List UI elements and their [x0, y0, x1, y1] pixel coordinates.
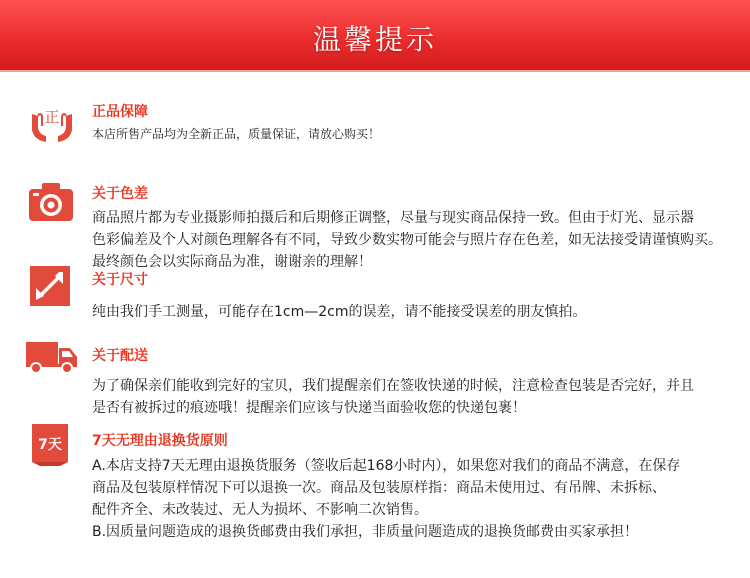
page-title: 温馨提示 [312, 23, 437, 56]
color-line-2: 色彩偏差及个人对颜色理解各有不同，导致少数实物可能会与照片存在色差，如无法接受请谨慎购买。 [92, 232, 722, 248]
genuine-title: 正品保障 [92, 104, 148, 120]
delivery-title: 关于配送 [92, 348, 148, 364]
returns-line-3: 配件齐全、未改装过、无人为损坏、不影响二次销售。 [92, 502, 428, 518]
returns-title: 7天无理由退换货原则 [92, 433, 228, 449]
color-line-1: 商品照片都为专业摄影师拍摄后和后期修正调整，尽量与现实商品保持一致。但由于灯光、显示器 [92, 210, 694, 226]
color-title: 关于色差 [92, 186, 148, 202]
returns-line-1: A.本店支持7天无理由退换货服务（签收后起168小时内），如果您对我们的商品不满意，在保存 [92, 458, 681, 474]
delivery-line-1: 为了确保亲们能收到完好的宝贝，我们提醒亲们在签收快递的时候，注意检查包装是否完好，并且 [92, 378, 694, 394]
camera-icon [28, 182, 74, 222]
genuine-icon-text: 正 [44, 108, 60, 126]
seven-day-return-icon [32, 424, 68, 466]
resize-arrow-icon [30, 266, 70, 306]
genuine-line-1: 本店所售产品均为全新正品，质量保证，请放心购买！ [92, 127, 381, 141]
header-banner [0, 0, 750, 72]
returns-line-4: B.因质量问题造成的退换货邮费由我们承担，非质量问题造成的退换货邮费由买家承担！ [92, 524, 639, 540]
delivery-truck-icon [26, 340, 78, 374]
returns-line-2: 商品及包装原样情况下可以退换一次。商品及包装原样指：商品未使用过、有吊牌、未拆标、 [92, 480, 666, 496]
hands-genuine-icon [28, 100, 76, 146]
size-title: 关于尺寸 [92, 272, 148, 288]
delivery-line-2: 是否有被拆过的痕迹哦！提醒亲们应该与快递当面验收您的快递包裹！ [92, 400, 526, 416]
size-line-1: 纯由我们手工测量，可能存在1cm—2cm的误差，请不能接受误差的朋友慎拍。 [92, 304, 587, 320]
returns-icon-text: 7天 [38, 437, 62, 453]
color-line-3: 最终颜色会以实际商品为准，谢谢亲的理解！ [92, 254, 372, 270]
